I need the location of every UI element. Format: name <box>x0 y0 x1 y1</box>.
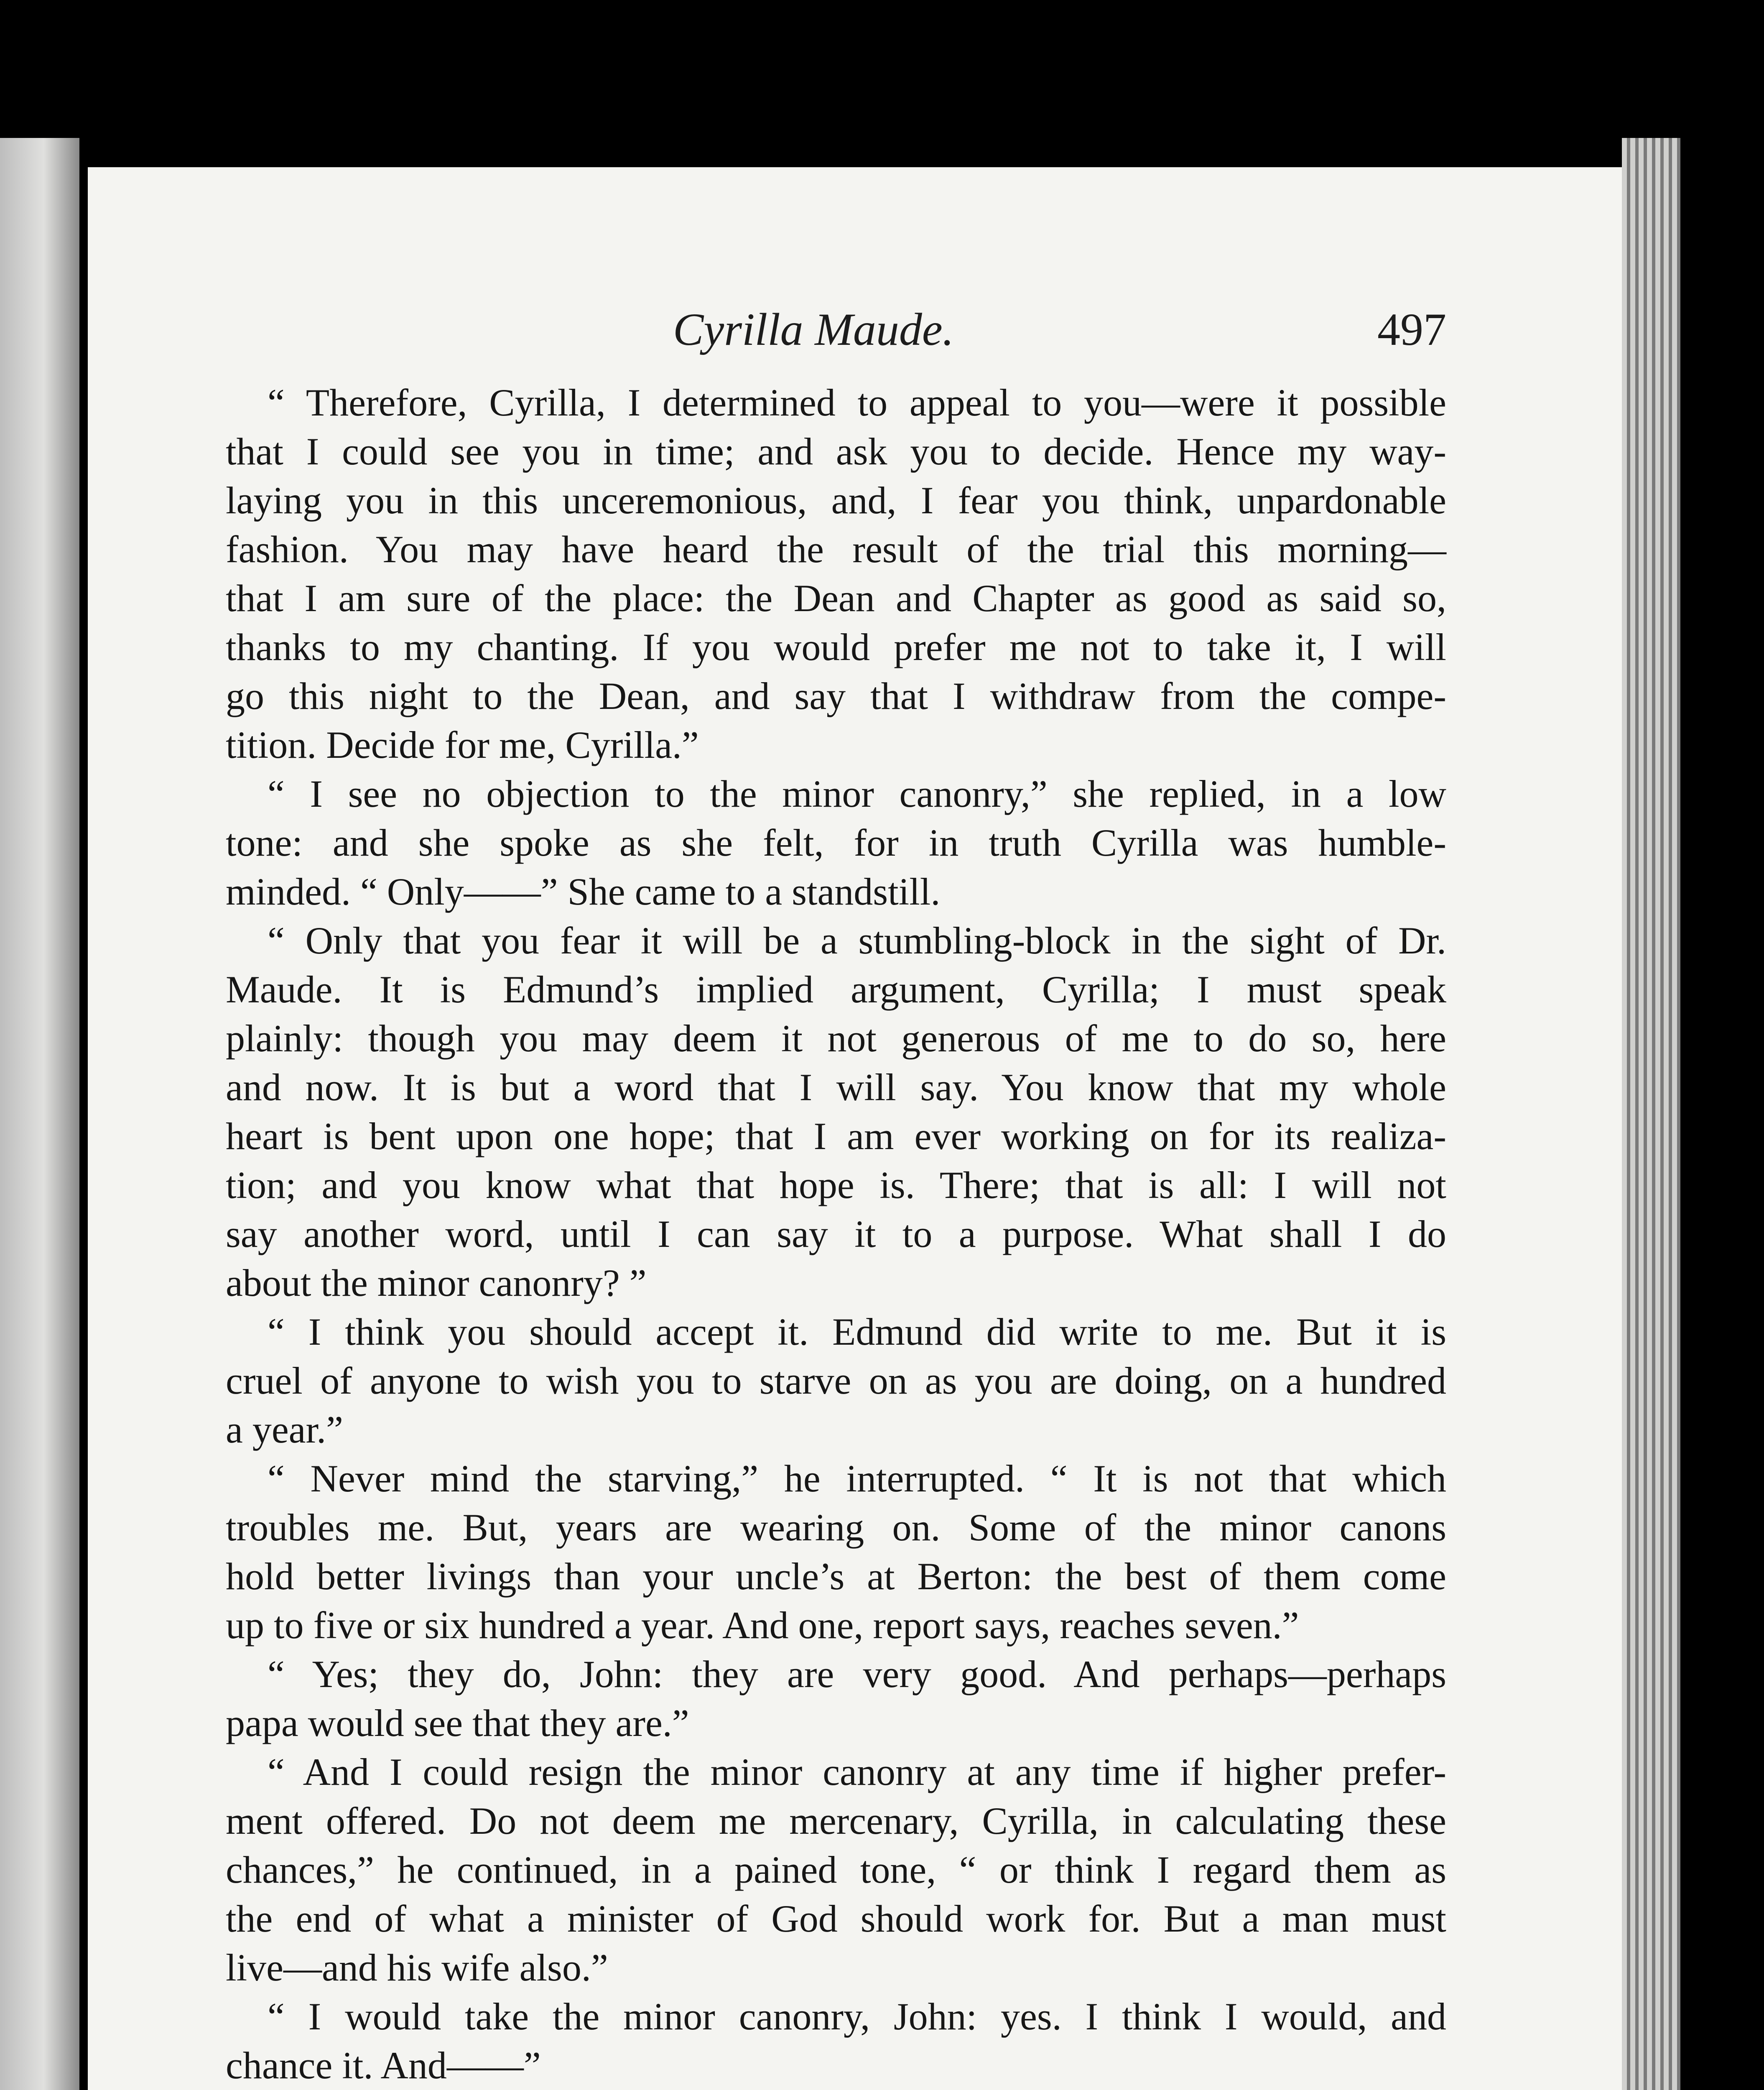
text-line: a year.” <box>226 1408 343 1451</box>
text-line: and now. It is but a word that I will say. You know that my whole <box>226 1066 1446 1109</box>
text-line: that I am sure of the place: the Dean and Chapter as good as said so, <box>226 577 1446 619</box>
text-line: “ I think you should accept it. Edmund did write to me. But it is <box>268 1310 1446 1353</box>
text-line: ment offered. Do not deem me mercenary, Cyrilla, in calculating these <box>226 1799 1446 1842</box>
text-line: hold better livings than your uncle’s at Berton: the best of them come <box>226 1555 1446 1598</box>
text-line: heart is bent upon one hope; that I am ever working on for its realiza- <box>226 1115 1446 1157</box>
text-line: live—and his wife also.” <box>226 1946 608 1989</box>
text-line: tone: and she spoke as she felt, for in truth Cyrilla was humble- <box>226 821 1446 864</box>
text-line: cruel of anyone to wish you to starve on as you are doing, on a hundred <box>226 1359 1446 1402</box>
text-line: minded. “ Only——” She came to a standstill. <box>226 870 941 913</box>
text-line: “ I see no objection to the minor canonry,” she replied, in a low <box>268 772 1446 815</box>
running-title: Cyrilla Maude. <box>673 304 954 355</box>
text-line: Maude. It is Edmund’s implied argument, Cyrilla; I must speak <box>226 968 1446 1011</box>
text-line: “ Never mind the starving,” he interrupted. “ It is not that which <box>268 1457 1446 1500</box>
text-line: up to five or six hundred a year. And one, report says, reaches seven.” <box>226 1604 1299 1647</box>
text-line: tition. Decide for me, Cyrilla.” <box>226 724 699 766</box>
text-line: “ I would take the minor canonry, John: yes. I think I would, and <box>268 1995 1446 2038</box>
page-stack-edges <box>1622 138 1680 2090</box>
text-line: “ Therefore, Cyrilla, I determined to appeal to you—were it possible <box>268 381 1446 424</box>
text-line: that I could see you in time; and ask you to decide. Hence my way- <box>226 430 1446 473</box>
text-line: tion; and you know what that hope is. There; that is all: I will not <box>226 1164 1446 1206</box>
text-line: say another word, until I can say it to a purpose. What shall I do <box>226 1213 1446 1255</box>
text-line: laying you in this unceremonious, and, I fear you think, unpardonable <box>226 479 1446 522</box>
text-line: about the minor canonry? ” <box>226 1262 647 1304</box>
running-header <box>226 303 1446 353</box>
body-text <box>226 378 1446 2090</box>
text-line: “ And I could resign the minor canonry at any time if higher prefer- <box>268 1751 1446 1793</box>
text-line: “ Only that you fear it will be a stumbling-block in the sight of Dr. <box>268 919 1446 962</box>
text-line: papa would see that they are.” <box>226 1702 689 1744</box>
text-line: go this night to the Dean, and say that I withdraw from the compe- <box>226 675 1446 717</box>
text-line: thanks to my chanting. If you would prefer me not to take it, I will <box>226 626 1446 668</box>
page-number: 497 <box>1377 304 1446 355</box>
text-line: the end of what a minister of God should work for. But a man must <box>226 1897 1446 1940</box>
text-line: chances,” he continued, in a pained tone, “ or think I regard them as <box>226 1848 1446 1891</box>
text-line: “ Yes; they do, John: they are very good. And perhaps—perhaps <box>268 1653 1446 1695</box>
facing-page-edge <box>0 138 79 2090</box>
text-line: troubles me. But, years are wearing on. Some of the minor canons <box>226 1506 1446 1549</box>
text-line: chance it. And——” <box>226 2044 541 2087</box>
text-line: fashion. You may have heard the result of the trial this morning— <box>226 528 1446 571</box>
text-line: plainly: though you may deem it not generous of me to do so, here <box>226 1017 1446 1060</box>
